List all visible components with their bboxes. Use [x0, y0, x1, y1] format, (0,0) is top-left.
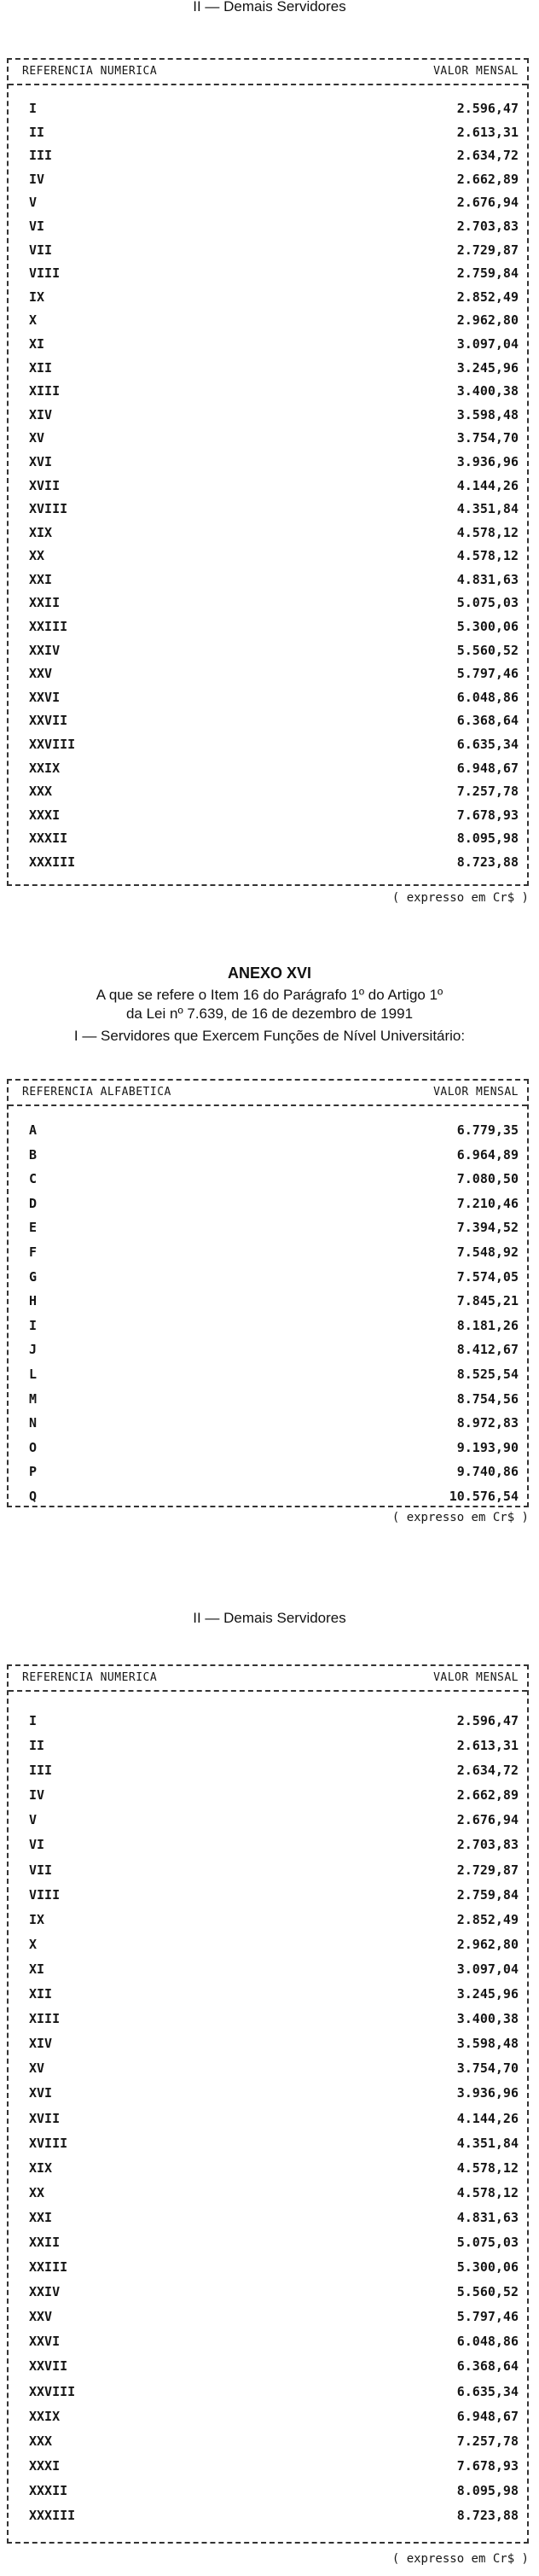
reference-cell: XII [29, 359, 53, 376]
reference-cell: XVI [29, 2085, 53, 2101]
table-row [9, 545, 527, 568]
reference-cell: III [29, 148, 53, 164]
value-cell: 5.797,46 [456, 2309, 519, 2325]
value-cell: 2.676,94 [456, 1812, 519, 1828]
table-row [9, 97, 527, 121]
value-cell: 8.095,98 [456, 2482, 519, 2498]
value-cell: 3.097,04 [456, 1961, 519, 1977]
table-row [9, 2081, 527, 2106]
table-row [9, 757, 527, 781]
value-cell: 7.257,78 [456, 784, 519, 800]
table-row [9, 1709, 527, 1734]
reference-cell: XXVII [29, 2358, 68, 2375]
column-header-value: VALOR MENSAL [433, 65, 519, 78]
reference-cell: VIII [29, 265, 61, 282]
table-row [9, 662, 527, 686]
reference-cell: XV [29, 2060, 45, 2077]
table-row [9, 1240, 527, 1265]
table-row [9, 2305, 527, 2329]
section2-footnote: ( expresso em Cr$ ) [391, 1511, 529, 1524]
table-row [9, 2206, 527, 2230]
value-cell: 8.972,83 [456, 1415, 519, 1431]
value-cell: 6.964,89 [456, 1146, 519, 1163]
reference-cell: XI [29, 335, 45, 352]
table-row [9, 1215, 527, 1240]
reference-cell: XXXI [29, 2457, 61, 2474]
table-row [9, 2007, 527, 2031]
value-cell: 4.831,63 [456, 571, 519, 587]
value-cell: 4.578,12 [456, 524, 519, 540]
table-row [9, 2503, 527, 2528]
value-cell: 3.936,96 [456, 2085, 519, 2101]
value-cell: 4.831,63 [456, 2209, 519, 2225]
section1-heading: II — Demais Servidores [193, 0, 346, 15]
table-row [9, 2329, 527, 2354]
table-row [9, 475, 527, 498]
table-row [9, 121, 527, 145]
table-row [9, 2131, 527, 2156]
reference-cell: I [29, 1317, 38, 1333]
table-row [9, 286, 527, 310]
value-cell: 3.245,96 [456, 1986, 519, 2002]
reference-cell: J [29, 1342, 38, 1358]
reference-cell: XXVII [29, 713, 68, 729]
reference-cell: X [29, 1936, 38, 1952]
reference-cell: XVI [29, 453, 53, 469]
table-row [9, 709, 527, 733]
table-row [9, 1167, 527, 1192]
annex-line-1: A que se refere o Item 16 do Parágrafo 1º do Artigo 1º [96, 987, 443, 1003]
table-row [9, 733, 527, 757]
table-row [9, 1436, 527, 1460]
value-cell: 3.754,70 [456, 430, 519, 446]
reference-cell: A [29, 1122, 38, 1138]
table-row [9, 2056, 527, 2081]
reference-cell: XVIII [29, 501, 68, 517]
table-row [9, 2156, 527, 2181]
value-cell: 2.703,83 [456, 1837, 519, 1853]
reference-cell: XXXIII [29, 2508, 76, 2523]
table-row [9, 1758, 527, 1783]
section1-footnote: ( expresso em Cr$ ) [391, 891, 529, 905]
table-row [9, 2255, 527, 2280]
value-cell: 5.797,46 [456, 666, 519, 682]
table-row [9, 168, 527, 192]
table-row [9, 262, 527, 286]
value-cell: 7.678,93 [456, 807, 519, 823]
value-cell: 5.300,06 [456, 2259, 519, 2276]
reference-cell: XXIX [29, 760, 61, 776]
value-cell: 4.144,26 [456, 2110, 519, 2126]
value-cell: 8.181,26 [456, 1317, 519, 1333]
table-header [9, 60, 527, 85]
reference-cell: XXIX [29, 2408, 61, 2424]
reference-cell: IX [29, 1911, 45, 1927]
reference-cell: III [29, 1763, 53, 1779]
table-row [9, 1808, 527, 1833]
value-cell: 6.048,86 [456, 2334, 519, 2350]
value-cell: 2.613,31 [456, 1738, 519, 1754]
value-cell: 2.759,84 [456, 265, 519, 282]
table-row [9, 1484, 527, 1509]
value-cell: 8.754,56 [456, 1390, 519, 1407]
value-cell: 7.394,52 [456, 1220, 519, 1236]
reference-cell: XXXII [29, 830, 68, 847]
column-header-value: VALOR MENSAL [433, 1671, 519, 1684]
table-row [9, 404, 527, 428]
reference-cell: IV [29, 171, 45, 187]
reference-cell: XXII [29, 2234, 61, 2250]
table-row [9, 2404, 527, 2429]
table-row [9, 191, 527, 215]
column-header-value: VALOR MENSAL [433, 1086, 519, 1099]
reference-cell: II [29, 1738, 45, 1754]
value-cell: 8.723,88 [456, 2508, 519, 2523]
table-row [9, 851, 527, 875]
reference-cell: I [29, 101, 38, 116]
table-row [9, 451, 527, 475]
value-cell: 8.723,88 [456, 854, 519, 870]
table-row [9, 1362, 527, 1387]
value-cell: 7.574,05 [456, 1268, 519, 1285]
table-row [9, 2429, 527, 2454]
value-cell: 7.080,50 [456, 1171, 519, 1187]
value-cell: 8.412,67 [456, 1342, 519, 1358]
reference-cell: XXXI [29, 807, 61, 823]
table-row [9, 2230, 527, 2255]
table-row [9, 1143, 527, 1168]
reference-cell: G [29, 1268, 38, 1285]
table-row [9, 215, 527, 239]
reference-cell: D [29, 1195, 38, 1211]
value-cell: 3.598,48 [456, 406, 519, 423]
table-row [9, 615, 527, 639]
value-cell: 2.962,80 [456, 312, 519, 329]
table-row [9, 1387, 527, 1412]
value-cell: 5.300,06 [456, 619, 519, 635]
reference-cell: IX [29, 288, 45, 305]
value-cell: 5.075,03 [456, 2234, 519, 2250]
reference-cell: VII [29, 242, 53, 258]
value-cell: 2.662,89 [456, 1787, 519, 1804]
value-cell: 8.095,98 [456, 830, 519, 847]
reference-cell: XXVI [29, 689, 61, 705]
table-row [9, 592, 527, 615]
value-cell: 10.576,54 [449, 1488, 519, 1504]
table-row [9, 2280, 527, 2305]
column-header-reference: REFERENCIA NUMERICA [22, 65, 158, 78]
table-body [9, 85, 527, 875]
table-row [9, 144, 527, 168]
table-row [9, 1908, 527, 1932]
value-cell: 3.400,38 [456, 2011, 519, 2027]
value-cell: 5.075,03 [456, 595, 519, 611]
table-row [9, 1265, 527, 1290]
table-row [9, 686, 527, 710]
value-cell: 7.210,46 [456, 1195, 519, 1211]
value-cell: 4.351,84 [456, 501, 519, 517]
annex-title: ANEXO XVI [227, 965, 312, 982]
value-cell: 2.613,31 [456, 124, 519, 140]
value-cell: 5.560,52 [456, 2284, 519, 2300]
value-cell: 6.948,67 [456, 760, 519, 776]
value-cell: 4.578,12 [456, 2184, 519, 2200]
table-row [9, 522, 527, 545]
reference-cell: F [29, 1244, 38, 1260]
table-row [9, 2031, 527, 2056]
reference-cell: IV [29, 1787, 45, 1804]
reference-cell: VIII [29, 1886, 61, 1903]
value-cell: 2.729,87 [456, 242, 519, 258]
table-row [9, 333, 527, 357]
value-cell: 5.560,52 [456, 642, 519, 658]
reference-cell: C [29, 1171, 38, 1187]
table-row [9, 1957, 527, 1982]
reference-cell: XXXII [29, 2482, 68, 2498]
value-cell: 2.596,47 [456, 101, 519, 116]
table-row [9, 1460, 527, 1484]
value-cell: 6.635,34 [456, 737, 519, 753]
value-cell: 3.754,70 [456, 2060, 519, 2077]
reference-cell: XIX [29, 524, 53, 540]
table-row [9, 2181, 527, 2206]
table-row [9, 1783, 527, 1808]
value-cell: 3.097,04 [456, 335, 519, 352]
value-cell: 6.635,34 [456, 2383, 519, 2399]
reference-cell: XIX [29, 2159, 53, 2176]
reference-cell: XIII [29, 383, 61, 399]
column-header-reference: REFERENCIA NUMERICA [22, 1671, 158, 1684]
value-cell: 7.678,93 [456, 2457, 519, 2474]
value-cell: 3.936,96 [456, 453, 519, 469]
table-row [9, 2479, 527, 2503]
reference-cell: XXX [29, 2433, 53, 2449]
table-row [9, 498, 527, 522]
value-cell: 6.368,64 [456, 713, 519, 729]
table-row [9, 239, 527, 263]
reference-cell: VI [29, 218, 45, 234]
table-row [9, 827, 527, 851]
table-row [9, 357, 527, 381]
table-row [9, 380, 527, 404]
reference-cell: XIII [29, 2011, 61, 2027]
reference-cell: XXV [29, 2309, 53, 2325]
reference-cell: I [29, 1713, 38, 1728]
reference-cell: XXVIII [29, 737, 76, 753]
table-row [9, 1982, 527, 2007]
reference-cell: VI [29, 1837, 45, 1853]
reference-cell: V [29, 1812, 38, 1828]
reference-cell: X [29, 312, 38, 329]
reference-cell: XII [29, 1986, 53, 2002]
reference-cell: XV [29, 430, 45, 446]
value-cell: 2.962,80 [456, 1936, 519, 1952]
value-cell: 2.852,49 [456, 1911, 519, 1927]
value-cell: 4.144,26 [456, 477, 519, 493]
value-cell: 7.257,78 [456, 2433, 519, 2449]
section3-table [7, 1664, 529, 2544]
table-row [9, 1411, 527, 1436]
value-cell: 3.245,96 [456, 359, 519, 376]
table-header [9, 1666, 527, 1692]
table-row [9, 1858, 527, 1883]
value-cell: 7.548,92 [456, 1244, 519, 1260]
column-header-reference: REFERENCIA ALFABETICA [22, 1086, 171, 1099]
reference-cell: XXII [29, 595, 61, 611]
section3-heading: II — Demais Servidores [193, 1610, 346, 1626]
table-row [9, 568, 527, 592]
reference-cell: H [29, 1293, 38, 1309]
table-row [9, 1289, 527, 1314]
reference-cell: XXXIII [29, 854, 76, 870]
reference-cell: B [29, 1146, 38, 1163]
table-row [9, 639, 527, 663]
table-row [9, 1734, 527, 1758]
section1-table [7, 58, 529, 886]
value-cell: 2.634,72 [456, 148, 519, 164]
value-cell: 2.759,84 [456, 1886, 519, 1903]
table-row [9, 1833, 527, 1857]
reference-cell: Q [29, 1488, 38, 1504]
table-row [9, 309, 527, 333]
value-cell: 6.948,67 [456, 2408, 519, 2424]
value-cell: 7.845,21 [456, 1293, 519, 1309]
table-header [9, 1081, 527, 1106]
reference-cell: N [29, 1415, 38, 1431]
value-cell: 2.596,47 [456, 1713, 519, 1728]
reference-cell: II [29, 124, 45, 140]
table-body [9, 1692, 527, 2528]
value-cell: 9.193,90 [456, 1439, 519, 1455]
reference-cell: XXX [29, 784, 53, 800]
reference-cell: M [29, 1390, 38, 1407]
section2-table [7, 1079, 529, 1507]
reference-cell: XVIII [29, 2135, 68, 2151]
table-row [9, 427, 527, 451]
reference-cell: VII [29, 1862, 53, 1878]
table-row [9, 2454, 527, 2479]
reference-cell: P [29, 1464, 38, 1480]
reference-cell: XXIV [29, 642, 61, 658]
annex-line-2: da Lei nº 7.639, de 16 de dezembro de 1991 [125, 1005, 414, 1022]
table-row [9, 2354, 527, 2379]
reference-cell: XXI [29, 571, 53, 587]
value-cell: 2.676,94 [456, 195, 519, 211]
reference-cell: XXIII [29, 619, 68, 635]
reference-cell: XX [29, 2184, 45, 2200]
table-row [9, 1883, 527, 1908]
reference-cell: XVII [29, 477, 61, 493]
reference-cell: XIV [29, 2036, 53, 2052]
reference-cell: XXIV [29, 2284, 61, 2300]
value-cell: 4.578,12 [456, 2159, 519, 2176]
value-cell: 8.525,54 [456, 1366, 519, 1382]
table-row [9, 1314, 527, 1338]
table-row [9, 1338, 527, 1362]
reference-cell: XIV [29, 406, 53, 423]
reference-cell: XXVIII [29, 2383, 76, 2399]
table-row [9, 780, 527, 804]
section3-footnote: ( expresso em Cr$ ) [391, 2552, 529, 2566]
table-row [9, 2107, 527, 2131]
table-row [9, 2380, 527, 2404]
value-cell: 2.634,72 [456, 1763, 519, 1779]
value-cell: 3.598,48 [456, 2036, 519, 2052]
value-cell: 4.578,12 [456, 548, 519, 564]
reference-cell: O [29, 1439, 38, 1455]
value-cell: 3.400,38 [456, 383, 519, 399]
reference-cell: XI [29, 1961, 45, 1977]
value-cell: 9.740,86 [456, 1464, 519, 1480]
reference-cell: XXI [29, 2209, 53, 2225]
table-row [9, 1192, 527, 1216]
value-cell: 2.662,89 [456, 171, 519, 187]
value-cell: 6.048,86 [456, 689, 519, 705]
reference-cell: XXIII [29, 2259, 68, 2276]
table-row [9, 804, 527, 828]
value-cell: 6.368,64 [456, 2358, 519, 2375]
table-body [9, 1106, 527, 1509]
reference-cell: XVII [29, 2110, 61, 2126]
annex-line-3: I — Servidores que Exercem Funções de Nível Universitário: [73, 1028, 466, 1044]
reference-cell: V [29, 195, 38, 211]
value-cell: 2.703,83 [456, 218, 519, 234]
value-cell: 2.852,49 [456, 288, 519, 305]
table-row [9, 1932, 527, 1957]
table-row [9, 1118, 527, 1143]
reference-cell: XX [29, 548, 45, 564]
reference-cell: L [29, 1366, 38, 1382]
reference-cell: E [29, 1220, 38, 1236]
value-cell: 6.779,35 [456, 1122, 519, 1138]
value-cell: 2.729,87 [456, 1862, 519, 1878]
value-cell: 4.351,84 [456, 2135, 519, 2151]
reference-cell: XXV [29, 666, 53, 682]
reference-cell: XXVI [29, 2334, 61, 2350]
